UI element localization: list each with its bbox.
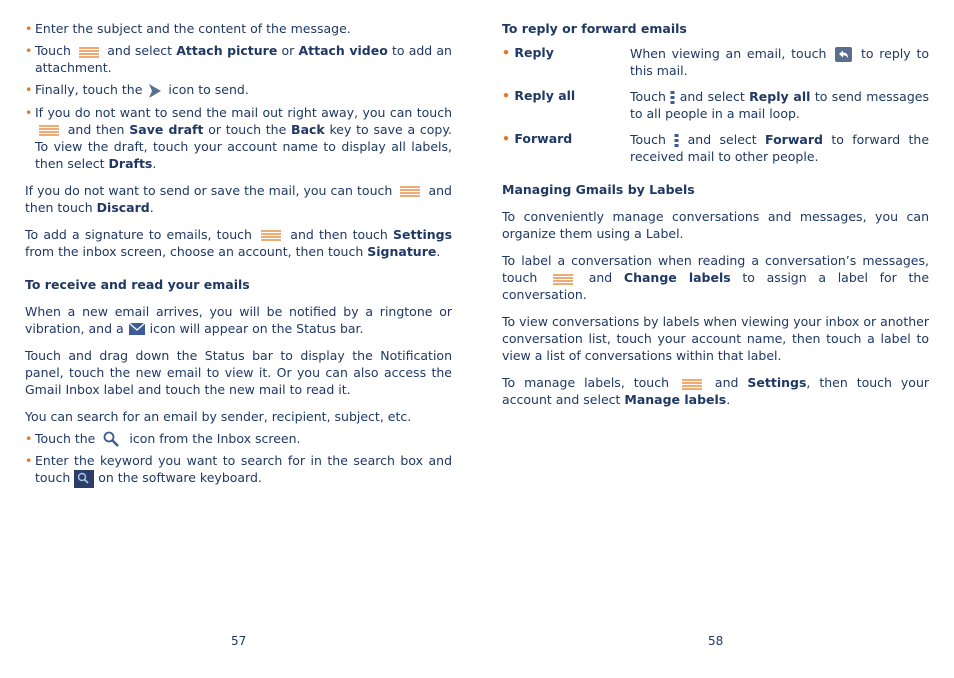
right-page bbox=[502, 20, 929, 408]
definition-row: • Forward Touch and select Forward to forward the received mail to other people. bbox=[502, 131, 930, 164]
more-icon bbox=[674, 133, 679, 148]
search-key-icon bbox=[74, 470, 94, 488]
paragraph: To manage labels, touch and Settings, then touch your account and select Manage labels. bbox=[502, 375, 930, 407]
menu-icon bbox=[552, 273, 574, 285]
page-number: 57 bbox=[231, 634, 247, 648]
bullet: • bbox=[25, 453, 33, 468]
bullet: • bbox=[25, 82, 33, 97]
paragraph: When a new email arrives, you will be notified by a ringtone or vibration, and a icon will appear on the Status bar. bbox=[25, 303, 452, 336]
term-reply-all: Reply all bbox=[514, 88, 576, 103]
more-icon bbox=[670, 90, 675, 105]
section-heading: To receive and read your emails bbox=[25, 276, 250, 292]
paragraph: To view conversations by labels when viewing your inbox or another conversation list, touch your account name, then touch a label to view a list of conversations within that label. bbox=[502, 314, 929, 363]
bullet: • bbox=[25, 430, 33, 446]
paragraph: To conveniently manage conversations and messages, you can organize them using a Label. bbox=[502, 209, 929, 241]
mail-icon bbox=[128, 322, 146, 336]
paragraph: To label a conversation when reading a conversation’s messages, touch and Change labels to assign a label for the conversation. bbox=[502, 253, 930, 302]
list-item: • Enter the subject and the content of the message. bbox=[25, 21, 351, 36]
bullet: • bbox=[25, 43, 33, 58]
send-icon bbox=[146, 83, 164, 99]
term-forward: Forward bbox=[514, 131, 573, 146]
list-item: • Touch and select Attach picture or Attach video to add an attachment. bbox=[25, 43, 452, 75]
reply-icon bbox=[835, 47, 852, 62]
menu-icon bbox=[681, 378, 703, 390]
paragraph: If you do not want to send or save the mail, you can touch and then touch Discard. bbox=[25, 182, 452, 215]
term-reply: Reply bbox=[514, 45, 554, 60]
section-heading: Managing Gmails by Labels bbox=[502, 182, 695, 197]
paragraph: Touch and drag down the Status bar to display the Notification panel, touch the new email to view it. Or you can also access the Gmail Inbox label and touch the new mail to read it. bbox=[25, 347, 452, 397]
list-item: • Touch the icon from the Inbox screen. bbox=[25, 430, 301, 446]
definition-row: • Reply all Touch and select Reply all to send messages to all people in a mail loop. bbox=[502, 88, 929, 121]
menu-icon bbox=[260, 229, 282, 241]
bullet: • bbox=[25, 104, 33, 120]
menu-icon bbox=[399, 185, 421, 197]
menu-icon bbox=[38, 124, 60, 136]
search-icon bbox=[102, 431, 122, 447]
menu-icon bbox=[78, 46, 100, 58]
definition-row: • Reply When viewing an email, touch to reply to this mail. bbox=[502, 45, 929, 78]
paragraph: You can search for an email by sender, recipient, subject, etc. bbox=[25, 408, 412, 424]
list-item: • Enter the keyword you want to search for in the search box and touch on the software keyboard. bbox=[25, 452, 452, 488]
paragraph: To add a signature to emails, touch and then touch Settings from the inbox screen, choose an account, then touch Signature. bbox=[25, 226, 453, 259]
section-heading: To reply or forward emails bbox=[502, 21, 687, 36]
left-page bbox=[25, 20, 452, 488]
bullet: • bbox=[25, 21, 33, 36]
list-item: • If you do not want to send the mail out right away, you can touch and then Save draft or touch the Back key to save a copy. To view the draft, touch your account name to display all labels, then select Drafts. bbox=[25, 104, 452, 171]
list-item: • Finally, touch the icon to send. bbox=[25, 82, 249, 97]
page-number: 58 bbox=[708, 634, 724, 648]
